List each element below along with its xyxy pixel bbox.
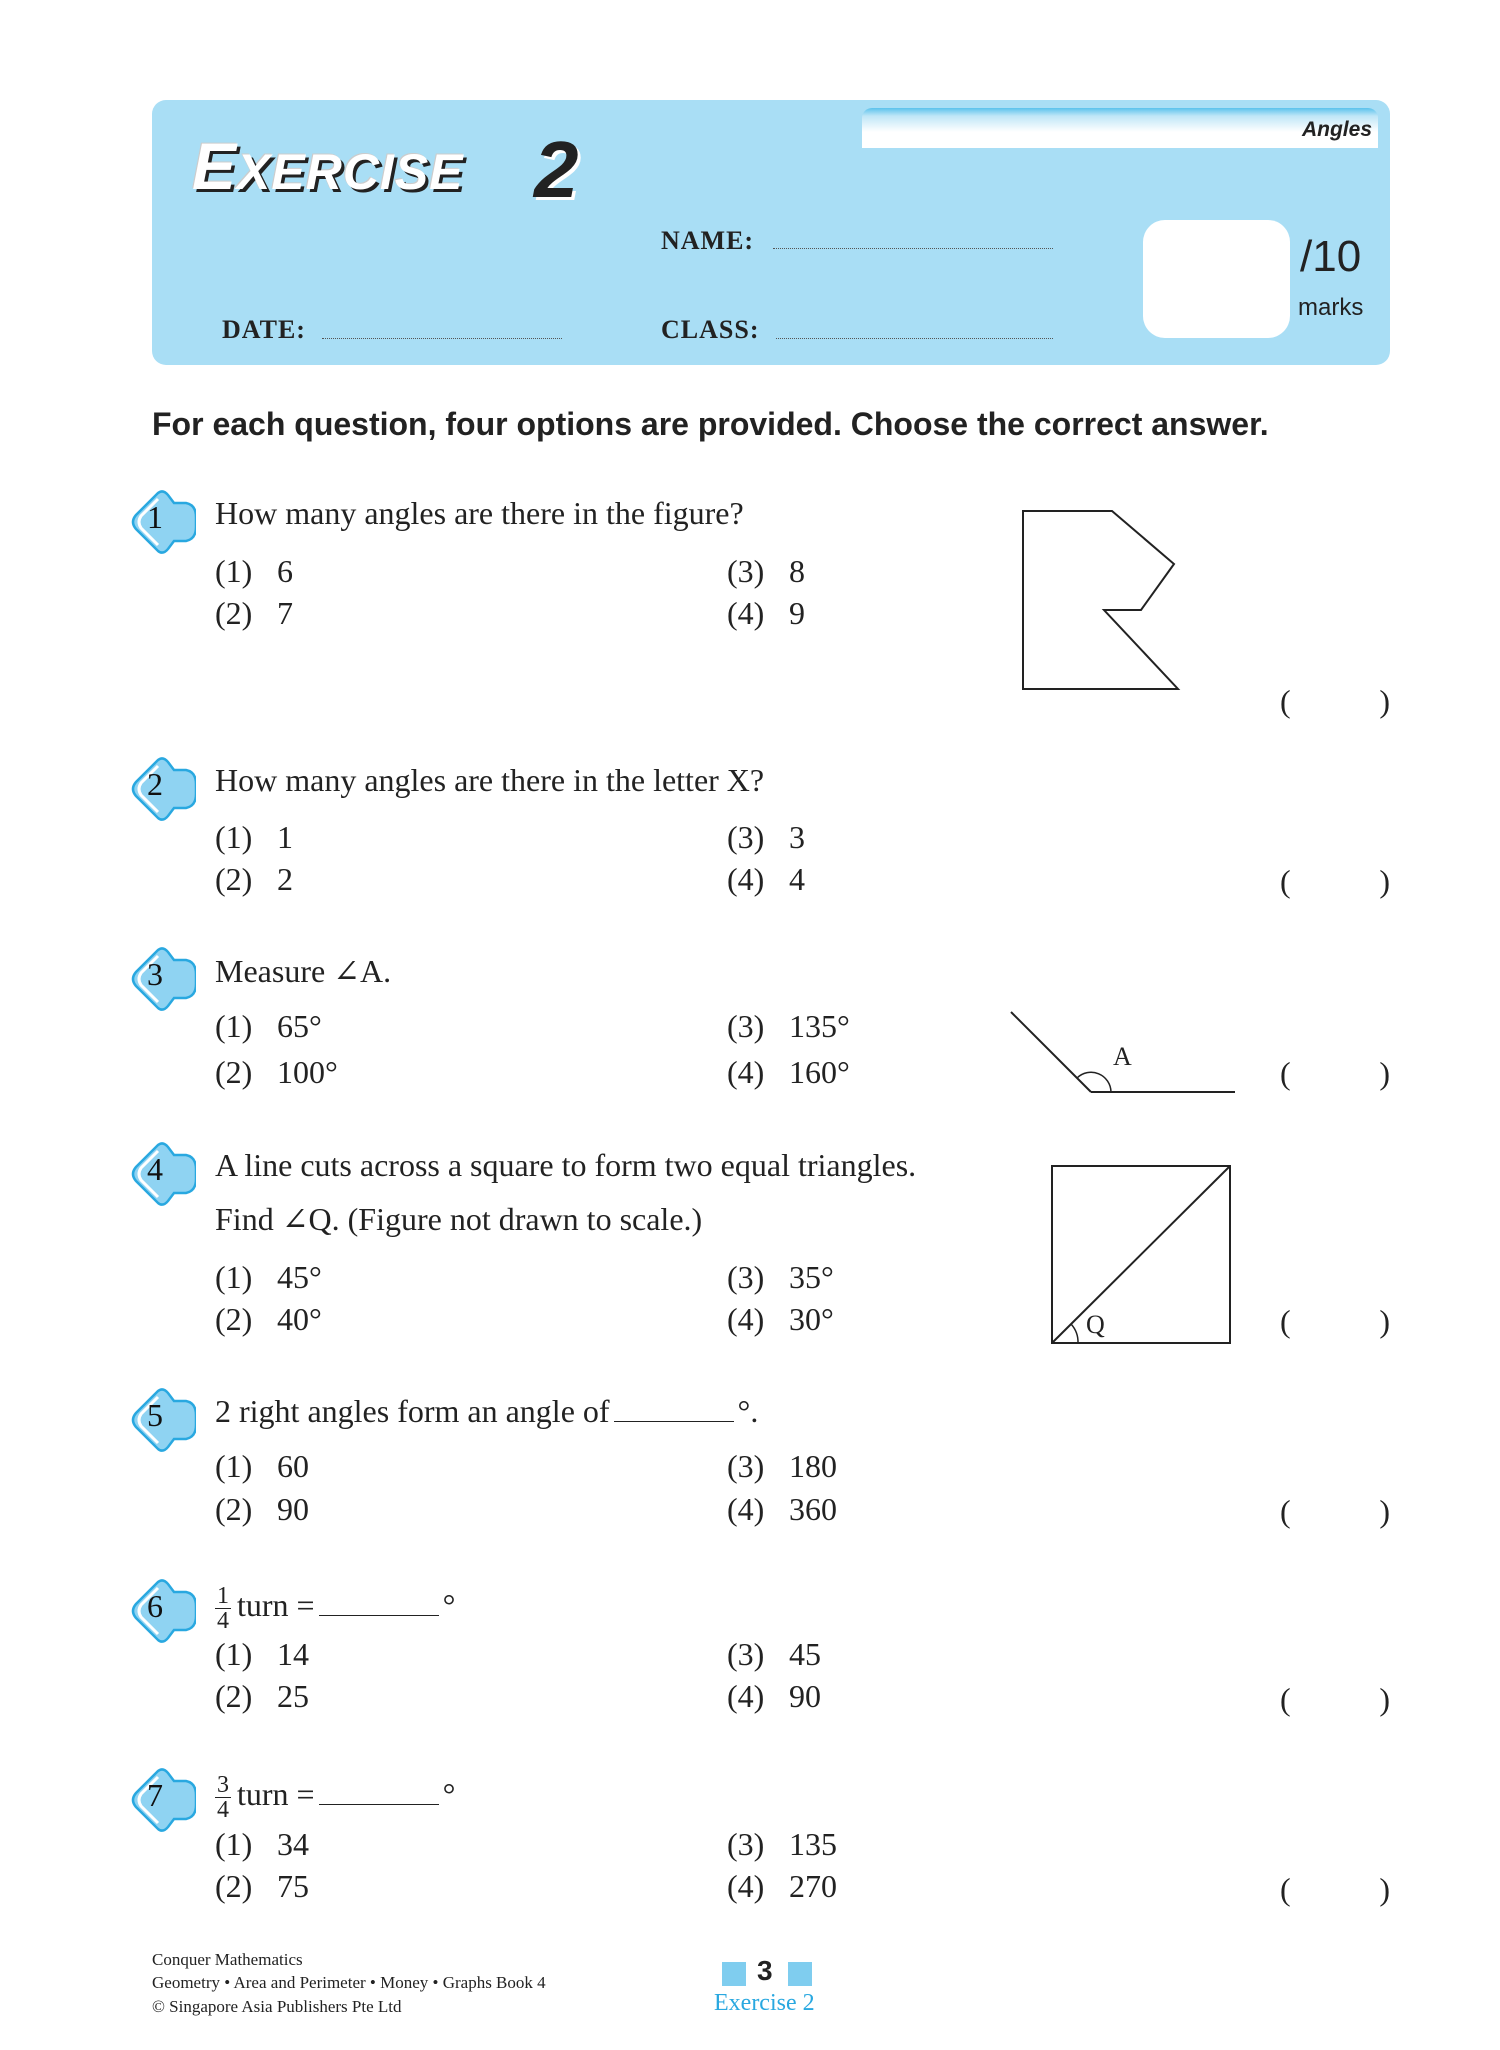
question-number-badge — [130, 1767, 196, 1833]
question-number: 7 — [147, 1777, 163, 1813]
score-unit: marks — [1298, 294, 1364, 321]
option-number: (4) — [727, 1301, 765, 1337]
close-paren: ) — [1379, 1871, 1390, 1907]
option-3[interactable] — [727, 553, 805, 590]
option-number: (3) — [727, 1008, 765, 1044]
option-3[interactable] — [727, 1636, 821, 1673]
option-value: 34 — [277, 1826, 309, 1862]
option-number: (2) — [215, 1054, 253, 1090]
option-number: (2) — [215, 861, 253, 897]
question-stem: How many angles are there in the letter X? — [215, 762, 765, 798]
fraction-denominator: 4 — [217, 1608, 229, 1634]
date-field[interactable] — [322, 338, 562, 339]
option-number: (3) — [727, 553, 765, 589]
question-stem: turn = — [237, 1586, 315, 1623]
answer-box[interactable] — [1280, 863, 1390, 900]
option-value: 45 — [789, 1636, 821, 1672]
option-2[interactable] — [215, 1301, 322, 1338]
option-number: (3) — [727, 1259, 765, 1295]
option-number: (2) — [215, 1678, 253, 1714]
option-2[interactable] — [215, 1491, 309, 1528]
score-total: /10 — [1300, 232, 1362, 281]
angle-arm-slanted — [1011, 1012, 1091, 1092]
option-value: 65° — [277, 1008, 322, 1044]
open-paren: ( — [1280, 863, 1291, 899]
option-value: 14 — [277, 1636, 309, 1672]
close-paren: ) — [1379, 863, 1390, 899]
option-1[interactable] — [215, 553, 293, 590]
option-value: 135 — [789, 1826, 837, 1862]
question-number-badge — [130, 1141, 196, 1207]
option-number: (3) — [727, 1826, 765, 1862]
option-2[interactable] — [215, 861, 293, 898]
option-number: (1) — [215, 1259, 253, 1295]
option-number: (4) — [727, 1868, 765, 1904]
option-value: 160° — [789, 1054, 850, 1090]
option-4[interactable] — [727, 1868, 837, 1905]
name-field[interactable] — [773, 248, 1053, 249]
option-value: 90 — [277, 1491, 309, 1527]
topic-label: Angles — [1301, 118, 1372, 141]
question-text — [215, 952, 391, 990]
open-paren: ( — [1280, 1493, 1291, 1529]
option-value: 35° — [789, 1259, 834, 1295]
option-number: (4) — [727, 1678, 765, 1714]
angle-arc-q — [1071, 1324, 1078, 1343]
option-value: 100° — [277, 1054, 338, 1090]
option-value: 9 — [789, 595, 805, 631]
option-3[interactable] — [727, 1008, 850, 1045]
option-value: 2 — [277, 861, 293, 897]
option-value: 360 — [789, 1491, 837, 1527]
option-value: 45° — [277, 1259, 322, 1295]
question-stem: 2 right angles form an angle of — [215, 1393, 610, 1429]
fraction-numerator: 1 — [217, 1583, 229, 1609]
title-rest: XERCISE — [237, 144, 464, 200]
answer-blank — [319, 1804, 439, 1805]
option-4[interactable] — [727, 1678, 821, 1715]
option-number: (4) — [727, 1491, 765, 1527]
answer-box[interactable] — [1280, 683, 1390, 720]
figure-polygon — [1000, 500, 1200, 700]
degree-suffix: °. — [737, 1393, 759, 1429]
option-number: (3) — [727, 819, 765, 855]
option-value: 3 — [789, 819, 805, 855]
close-paren: ) — [1379, 683, 1390, 719]
question-stem: A line cuts across a square to form two equal triangles. — [215, 1147, 917, 1183]
footer-series: Conquer Mathematics — [152, 1950, 303, 1969]
option-number: (1) — [215, 1636, 253, 1672]
question-number-badge — [130, 1578, 196, 1644]
option-number: (1) — [215, 1448, 253, 1484]
option-value: 135° — [789, 1008, 850, 1044]
close-paren: ) — [1379, 1493, 1390, 1529]
option-value: 30° — [789, 1301, 834, 1337]
option-value: 8 — [789, 553, 805, 589]
option-value: 60 — [277, 1448, 309, 1484]
open-paren: ( — [1280, 683, 1291, 719]
figure-square — [1045, 1160, 1240, 1355]
option-number: (2) — [215, 1301, 253, 1337]
option-value: 7 — [277, 595, 293, 631]
option-4[interactable] — [727, 1491, 837, 1528]
option-4[interactable] — [727, 1054, 850, 1091]
footer-book: Geometry • Area and Perimeter • Money • Graphs Book 4 — [152, 1973, 546, 1992]
date-label: DATE: — [222, 315, 306, 344]
option-number: (1) — [215, 1826, 253, 1862]
option-2[interactable] — [215, 1868, 309, 1905]
option-number: (1) — [215, 553, 253, 589]
fraction — [215, 1773, 231, 1822]
page-section: Exercise 2 — [714, 1990, 815, 2016]
option-number: (2) — [215, 1491, 253, 1527]
option-3[interactable] — [727, 1448, 837, 1485]
option-1[interactable] — [215, 1448, 309, 1485]
topic-tab — [862, 108, 1378, 148]
answer-box[interactable] — [1280, 1871, 1390, 1908]
option-4[interactable] — [727, 1301, 834, 1338]
question-number-badge — [130, 946, 196, 1012]
angle-label-q: Q — [1086, 1310, 1105, 1339]
page-number: 3 — [757, 1955, 773, 1986]
option-number: (4) — [727, 595, 765, 631]
option-2[interactable] — [215, 595, 293, 632]
square-diagonal — [1052, 1166, 1230, 1343]
option-1[interactable] — [215, 1826, 309, 1863]
answer-box[interactable] — [1280, 1493, 1390, 1530]
question-text — [215, 1147, 916, 1184]
question-number: 1 — [147, 499, 163, 535]
option-value: 180 — [789, 1448, 837, 1484]
option-4[interactable] — [727, 595, 805, 632]
option-number: (3) — [727, 1636, 765, 1672]
close-paren: ) — [1379, 1681, 1390, 1717]
question-stem: turn = — [237, 1775, 315, 1812]
page-marker-right — [788, 1962, 812, 1986]
polygon-shape — [1023, 511, 1178, 689]
option-3[interactable] — [727, 819, 805, 856]
option-value: 40° — [277, 1301, 322, 1337]
option-value: 75 — [277, 1868, 309, 1904]
title-initial: E — [192, 129, 238, 203]
question-text — [215, 1773, 455, 1822]
exercise-number: 2 — [534, 125, 579, 214]
open-paren: ( — [1280, 1303, 1291, 1339]
option-1[interactable] — [215, 1636, 309, 1673]
question-text — [215, 1584, 455, 1633]
question-number-badge — [130, 489, 196, 555]
exercise-title — [192, 128, 464, 204]
option-number: (1) — [215, 1008, 253, 1044]
option-3[interactable] — [727, 1826, 837, 1863]
answer-box[interactable] — [1280, 1681, 1390, 1718]
option-2[interactable] — [215, 1054, 338, 1091]
question-number: 6 — [147, 1588, 163, 1624]
close-paren: ) — [1379, 1303, 1390, 1339]
degree-suffix: ° — [442, 1586, 456, 1623]
option-value: 6 — [277, 553, 293, 589]
option-1[interactable] — [215, 1259, 322, 1296]
fraction-denominator: 4 — [217, 1797, 229, 1823]
question-text — [215, 1393, 758, 1430]
fraction — [215, 1584, 231, 1633]
open-paren: ( — [1280, 1681, 1291, 1717]
option-number: (2) — [215, 1868, 253, 1904]
option-1[interactable] — [215, 819, 293, 856]
option-number: (4) — [727, 1054, 765, 1090]
answer-blank — [319, 1615, 439, 1616]
option-number: (4) — [727, 861, 765, 897]
question-number: 5 — [147, 1397, 163, 1433]
open-paren: ( — [1280, 1871, 1291, 1907]
degree-suffix: ° — [442, 1775, 456, 1812]
footer-copyright: © Singapore Asia Publishers Pte Ltd — [152, 1997, 402, 2016]
question-number-badge — [130, 1387, 196, 1453]
option-value: 25 — [277, 1678, 309, 1714]
score-box[interactable] — [1143, 220, 1290, 338]
question-number: 2 — [147, 766, 163, 802]
answer-box[interactable] — [1280, 1055, 1390, 1092]
class-label: CLASS: — [661, 315, 760, 344]
option-number: (1) — [215, 819, 253, 855]
close-paren: ) — [1379, 1055, 1390, 1091]
answer-blank — [614, 1421, 734, 1422]
answer-box[interactable] — [1280, 1303, 1390, 1340]
instructions: For each question, four options are provided. Choose the correct answer. — [152, 406, 1269, 442]
question-stem: How many angles are there in the figure? — [215, 495, 744, 531]
open-paren: ( — [1280, 1055, 1291, 1091]
name-label: NAME: — [661, 226, 755, 255]
option-number: (3) — [727, 1448, 765, 1484]
question-number-badge — [130, 756, 196, 822]
angle-label-a: A — [1113, 1042, 1132, 1071]
fraction-numerator: 3 — [217, 1772, 229, 1798]
option-2[interactable] — [215, 1678, 309, 1715]
question-stem: Measure ∠A. — [215, 953, 392, 989]
question-text — [215, 762, 764, 799]
question-text — [215, 495, 744, 532]
option-4[interactable] — [727, 861, 805, 898]
question-number: 4 — [147, 1151, 163, 1187]
question-number: 3 — [147, 956, 163, 992]
option-value: 1 — [277, 819, 293, 855]
option-value: 90 — [789, 1678, 821, 1714]
question-text-line2: Find ∠Q. (Figure not drawn to scale.) — [215, 1201, 703, 1237]
option-1[interactable] — [215, 1008, 322, 1045]
option-3[interactable] — [727, 1259, 834, 1296]
class-field[interactable] — [776, 338, 1053, 339]
option-value: 270 — [789, 1868, 837, 1904]
page-marker-left — [722, 1962, 746, 1986]
option-value: 4 — [789, 861, 805, 897]
option-number: (2) — [215, 595, 253, 631]
